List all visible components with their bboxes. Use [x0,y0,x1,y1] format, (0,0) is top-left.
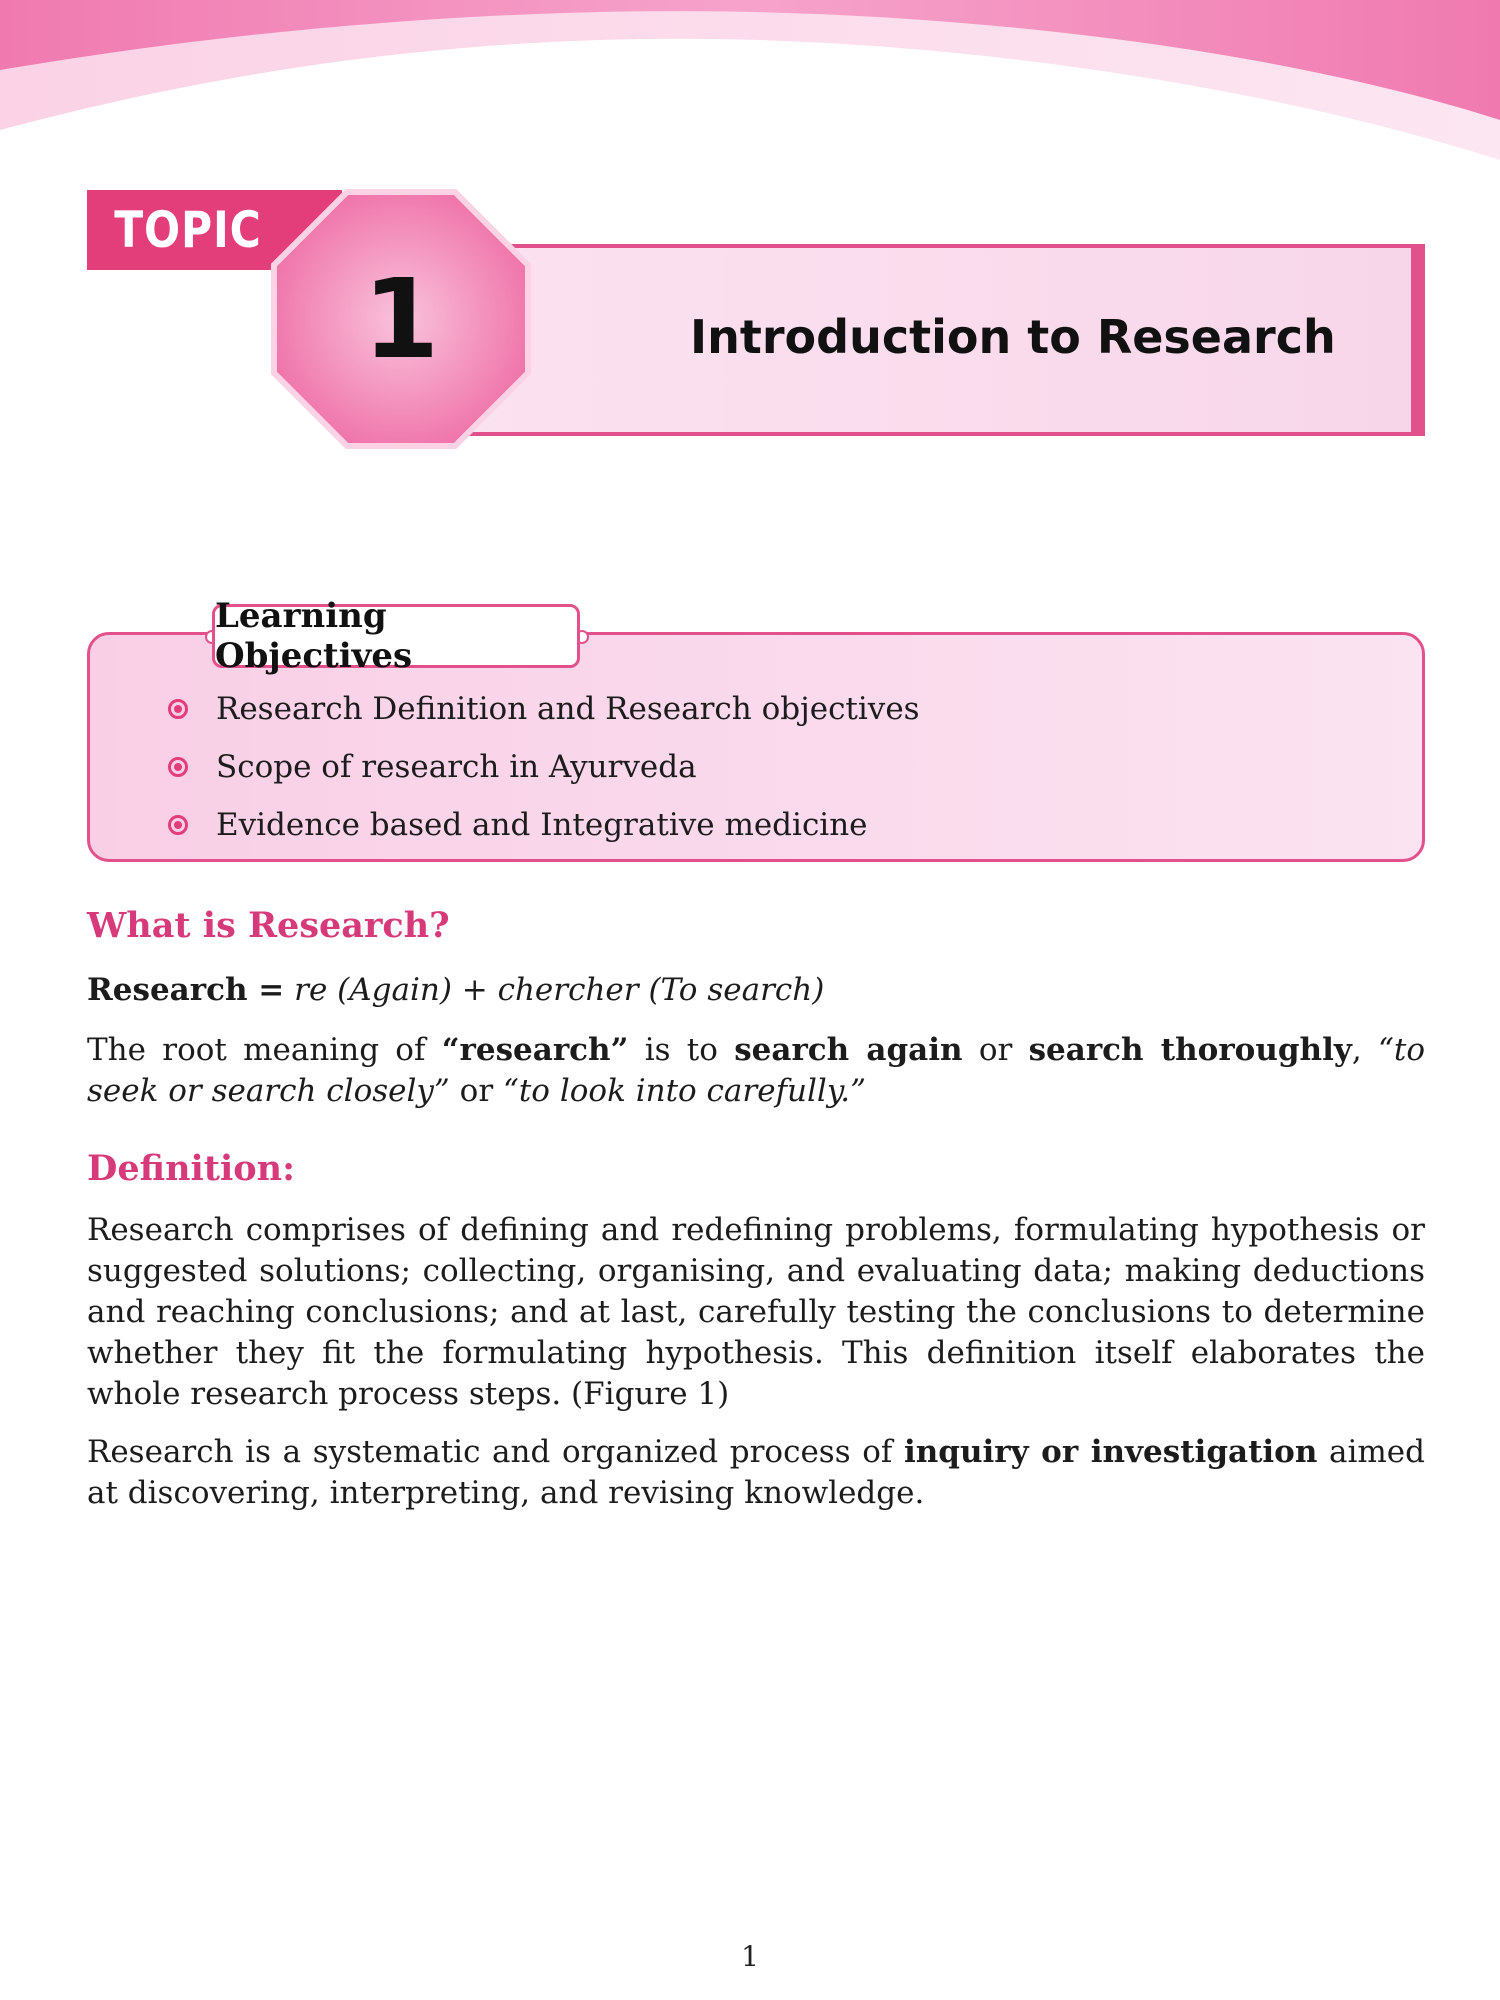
etymology-term: Research = [87,972,285,1008]
learning-objectives-list [168,680,920,854]
bullet-icon [168,757,188,777]
bullet-icon [168,815,188,835]
etymology-breakdown: re (Again) + chercher (To search) [294,972,825,1008]
text-run: The root meaning of [87,1032,442,1068]
topic-number: 1 [362,255,440,383]
topic-label: TOPIC [87,190,342,270]
list-item [168,680,920,738]
top-wave-decoration [0,0,1500,170]
text-run-bold: search again [734,1032,963,1068]
root-meaning-paragraph [87,1030,1425,1112]
text-run-bold: “research” [441,1032,629,1068]
section-heading-definition: Definition: [87,1148,295,1189]
list-item-text: Research Definition and Research objectives [216,691,920,727]
text-run: , [1351,1032,1379,1068]
list-item [168,796,920,854]
text-run-italic: “to seek or search closely” [87,1032,1425,1109]
text-run-italic: “to look into carefully.” [503,1073,866,1109]
definition-paragraph: Research comprises of defining and redefining problems, formulating hypothesis or suggested solutions; collecting, organising, and evaluating data; making deductions and reaching conclusions; and at last, carefully testing the conclusions to determine whether they fit the formulating hypothesis. This definition itself elaborates the whole research process steps. (Figure 1) [87,1212,1425,1412]
list-item-text: Evidence based and Integrative medicine [216,807,868,843]
text-run: or [962,1032,1029,1068]
text-run-bold: inquiry or investigation [903,1434,1318,1470]
bullet-icon [168,699,188,719]
text-run: aimed at discovering, interpreting, and revising knowledge. [87,1434,1425,1511]
text-run: is to [628,1032,735,1068]
text-run: Research is a systematic and organized process of [87,1434,904,1470]
page-number: 1 [741,1940,759,1973]
learning-objectives-heading: Learning Objectives [212,604,580,668]
list-item [168,738,920,796]
text-run: or [449,1073,503,1109]
page-title: Introduction to Research [690,310,1336,364]
research-summary-paragraph [87,1432,1425,1514]
section-heading-what-is-research: What is Research? [87,905,450,946]
etymology-line [87,970,1425,1011]
text-run-bold: search thoroughly [1028,1032,1352,1068]
list-item-text: Scope of research in Ayurveda [216,749,697,785]
